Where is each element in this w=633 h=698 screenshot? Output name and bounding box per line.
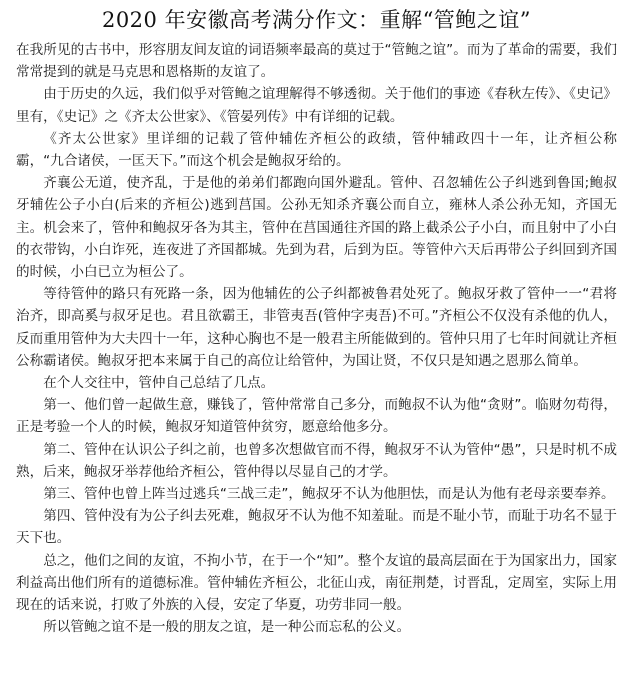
paragraph: 在我所见的古书中，形容朋友间友谊的词语频率最高的莫过于“管鲍之谊”。而为了革命的需要，我们常常提到的就是马克思和恩格斯的友谊了。 [16,42,617,81]
paragraph: 由于历史的久远，我们似乎对管鲍之谊理解得不够透彻。关于他们的事迹《春秋左传》、《史记》里有，《史记》之《齐太公世家》、《管晏列传》中有详细的记载。 [16,86,617,125]
paragraph: 总之，他们之间的友谊，不拘小节，在于一个“知”。整个友谊的最高层面在于为国家出力，国家利益高出他们所有的道德标准。管仲辅佐齐桓公，北征山戎，南征荆楚，讨晋乱，定周室，实际上用现在的话来说，打败了外族的入侵，安定了华夏，功劳非同一般。 [16,552,617,614]
paragraph: 《齐太公世家》里详细的记载了管仲辅佐齐桓公的政绩，管仲辅政四十一年，让齐桓公称霸，“九合诸侯，一匡天下。”而这个机会是鲍叔牙给的。 [16,130,617,170]
article-body [16,39,617,638]
paragraph: 第三、管仲也曾上阵当过逃兵“三战三走”，鲍叔牙不认为他胆怯，而是认为他有老母亲要奉养。 [43,486,615,503]
paragraph: 等待管仲的路只有死路一条，因为他辅佐的公子纠都被鲁君处死了。鲍叔牙救了管仲一一“君将治齐，即高奚与叔牙足也。君且欲霸王，非管夷吾(管仲字夷吾)不可。”齐桓公不仅没有杀他的仇人，反而重用管仲为大夫四十一年，这种心胸也不是一般君主所能做到的。管仲只用了七年时间就让齐桓公称霸诸侯。鲍叔牙把本来属于自己的高位让给管仲，为国让贤，不仅只是知遇之恩那么简单。 [16,286,617,369]
article-title: 2020 年安徽高考满分作文：重解“管鲍之谊” [101,8,532,32]
paragraph: 第一、他们曾一起做生意，赚钱了，管仲常常自己多分，而鲍叔不认为他“贪财”。临财勿苟得，正是考验一个人的时候，鲍叔牙知道管仲贫穷，愿意给他多分。 [16,397,617,436]
paragraph: 第二、管仲在认识公子纠之前，也曾多次想做官而不得，鲍叔牙不认为管仲“愚”，只是时机不成熟，后来，鲍叔牙举荐他给齐桓公，管仲得以尽显自己的才学。 [16,441,617,480]
paragraph: 在个人交往中，管仲自己总结了几点。 [43,375,275,392]
paragraph: 所以管鲍之谊不是一般的朋友之谊，是一种公而忘私的公义。 [43,619,411,636]
paragraph: 齐襄公无道，使齐乱，于是他的弟弟们都跑向国外避乱。管仲、召忽辅佐公子纠逃到鲁国;鲍叔牙辅佐公子小白(后来的齐桓公)逃到莒国。公孙无知杀齐襄公而自立，雍林人杀公孙无知，齐国无主。机会来了，管仲和鲍叔牙各为其主，管仲在莒国通往齐国的路上截杀公子小白，而且射中了小白的衣带钩，小白诈死，连夜进了齐国都城。先到为君，后到为臣。等管仲六天后再带公子纠回到齐国的时候，小白已立为桓公了。 [16,175,617,281]
paragraph: 第四、管仲没有为公子纠去死难，鲍叔牙不认为他不知羞耻。而是不耻小节，而耻于功名不显于天下也。 [16,508,617,547]
